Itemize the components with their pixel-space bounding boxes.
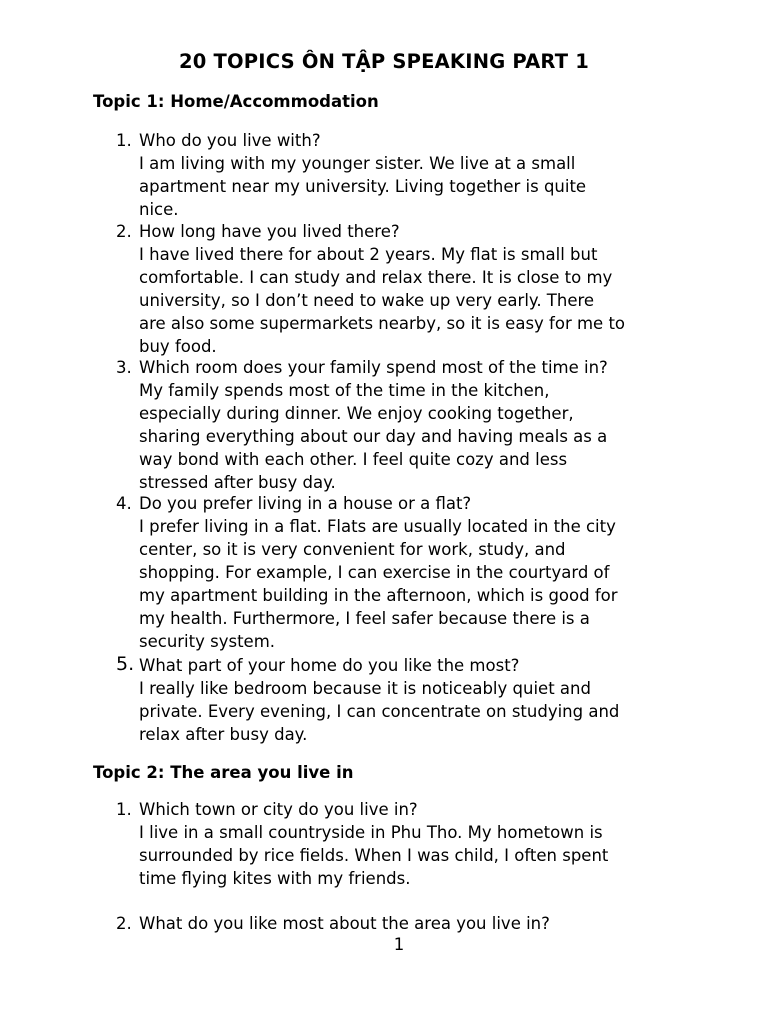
list-item-number: 2. [116, 222, 132, 241]
answer-line: way bond with each other. I feel quite cozy and less [139, 450, 568, 469]
question-text: Which room does your family spend most of the time in? [139, 358, 608, 377]
question-text: What do you like most about the area you live in? [139, 914, 550, 933]
answer-line: nice. [139, 200, 179, 219]
answer-line: I have lived there for about 2 years. My flat is small but [139, 245, 598, 264]
answer-line: private. Every evening, I can concentrate on studying and [139, 702, 620, 721]
list-item-number: 3. [116, 358, 132, 377]
answer-line: relax after busy day. [139, 725, 308, 744]
question-text: Do you prefer living in a house or a flat? [139, 494, 472, 513]
answer-line: I really like bedroom because it is noticeably quiet and [139, 679, 591, 698]
answer-line: I live in a small countryside in Phu Tho. My hometown is [139, 823, 603, 842]
page-number: 1 [393, 935, 405, 954]
answer-text [139, 515, 699, 653]
question-text: How long have you lived there? [139, 222, 400, 241]
answer-line: apartment near my university. Living together is quite [139, 177, 587, 196]
answer-line: I prefer living in a flat. Flats are usually located in the city [139, 517, 616, 536]
topic-heading: Topic 2: The area you live in [93, 763, 354, 782]
answer-line: are also some supermarkets nearby, so it is easy for me to [139, 314, 626, 333]
list-item [139, 654, 699, 746]
answer-line: comfortable. I can study and relax there. It is close to my [139, 268, 613, 287]
list-item [139, 912, 699, 935]
list-item [139, 220, 699, 358]
answer-line: my apartment building in the afternoon, which is good for [139, 586, 618, 605]
list-item [139, 798, 699, 890]
list-item [139, 356, 699, 494]
topic-heading: Topic 1: Home/Accommodation [93, 92, 379, 111]
list-item-number: 2. [116, 914, 132, 933]
answer-text [139, 677, 699, 746]
question-text: What part of your home do you like the most? [139, 656, 520, 675]
answer-line: time flying kites with my friends. [139, 869, 411, 888]
answer-line: sharing everything about our day and having meals as a [139, 427, 608, 446]
answer-line: stressed after busy day. [139, 473, 336, 492]
list-item [139, 129, 699, 221]
answer-line: surrounded by rice fields. When I was child, I often spent [139, 846, 609, 865]
answer-text [139, 243, 699, 358]
list-item-number: 4. [116, 494, 132, 513]
answer-line: I am living with my younger sister. We live at a small [139, 154, 576, 173]
answer-line: security system. [139, 632, 276, 651]
list-item [139, 492, 699, 653]
question-text: Which town or city do you live in? [139, 800, 418, 819]
list-item-number: 1. [116, 800, 132, 819]
answer-line: buy food. [139, 337, 217, 356]
answer-line: especially during dinner. We enjoy cooking together, [139, 404, 574, 423]
answer-text [139, 821, 699, 890]
list-item-number: 1. [116, 131, 132, 150]
answer-line: My family spends most of the time in the kitchen, [139, 381, 550, 400]
answer-line: shopping. For example, I can exercise in the courtyard of [139, 563, 610, 582]
answer-line: center, so it is very convenient for work, study, and [139, 540, 566, 559]
answer-line: university, so I don’t need to wake up very early. There [139, 291, 595, 310]
question-text: Who do you live with? [139, 131, 321, 150]
answer-line: my health. Furthermore, I feel safer because there is a [139, 609, 590, 628]
answer-text [139, 152, 699, 221]
list-item-number: 5. [116, 653, 135, 675]
document-title: 20 TOPICS ÔN TẬP SPEAKING PART 1 [178, 50, 590, 73]
answer-text [139, 379, 699, 494]
